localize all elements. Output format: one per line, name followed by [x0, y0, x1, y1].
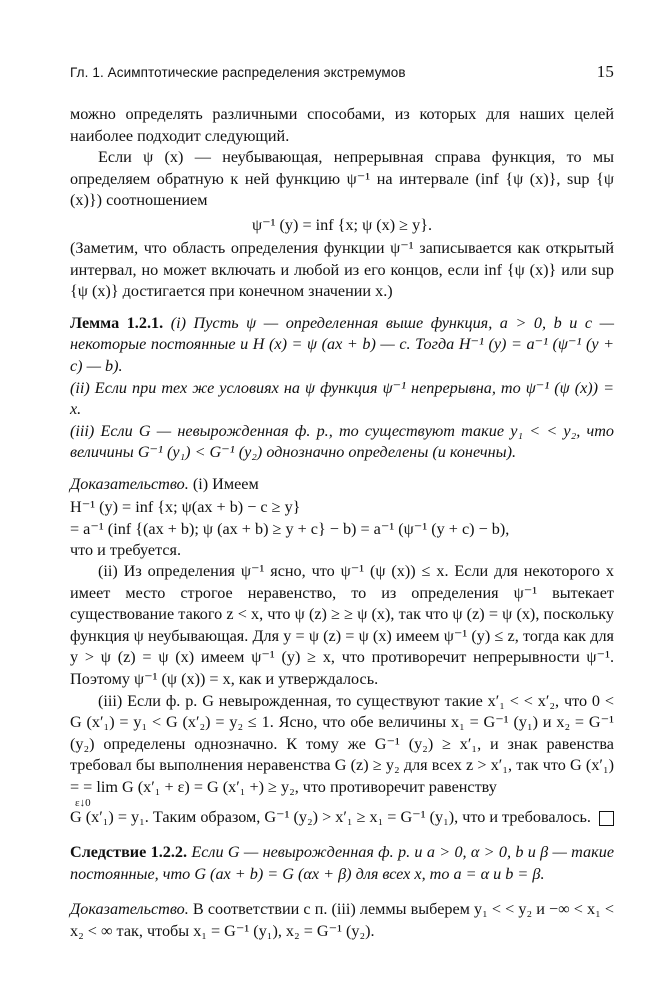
paragraph: (iii) Если ф. р. G невырожденная, то существуют такие x′₁ < < x′₂, что 0 < G (x′₁) = y₁ < G (x′₂) = y₂ ≤ 1. Ясно, что обе величины x₁ = G⁻¹ (y₁) и x₂ = G⁻¹ (y₂) определены однозначно. К тому же G⁻¹ (y₂) ≥ x′₁, и знак равенства требовал бы выполнения неравенства G (z) ≥ y₂ для всех z > x′₁, так что G (x′₁) = = lim G (x′₁ + ε) = G (x′₁ +) ≥ y₂, что противоречит равенству	[70, 691, 614, 797]
paragraph: что и требуется.	[70, 540, 182, 559]
page-number: 15	[596, 62, 614, 81]
proof-corollary	[70, 899, 614, 942]
formula: H⁻¹ (y) = inf {x; ψ(ax + b) − c ≥ y}	[70, 497, 301, 516]
lemma	[70, 313, 614, 378]
formula: = a⁻¹ (inf {(ax + b); ψ (ax + b) ≥ y + c} − b) = a⁻¹ (ψ⁻¹ (y + c) − b),	[70, 519, 510, 538]
limit-subscript: ε↓0	[75, 796, 91, 809]
lemma-part-ii: (ii) Если при тех же условиях на ψ функция ψ⁻¹ непрерывна, то ψ⁻¹ (ψ (x)) = x.	[70, 378, 614, 419]
proof-label: Доказательство.	[70, 474, 189, 493]
proof-text: В соответствии с п. (iii) леммы выберем y₁ < < y₂ и −∞ < x₁ < x₂ < ∞ так, чтобы x₁ = G⁻¹ (y₁), x₂ = G⁻¹ (y₂).	[70, 900, 615, 940]
paragraph: (ii) Из определения ψ⁻¹ ясно, что ψ⁻¹ (ψ (x)) ≤ x. Если для некоторого x имеет место строгое неравенство, то из определения ψ⁻¹ вытекает существование такого z < x, что ψ (z) ≥ ≥ ψ (x), так что ψ (z) = ψ (x), поскольку функция ψ неубывающая. Для y = ψ (z) = ψ (x) имеем ψ⁻¹ (y) ≤ z, тогда как для y > ψ (z) = ψ (x) имеем ψ⁻¹ (y) ≥ x, что противоречит непрерывности ψ⁻¹. Поэтому ψ⁻¹ (ψ (x)) = x, как и утверждалось.	[70, 562, 614, 689]
proof-part-i: (i) Имеем	[192, 474, 259, 493]
paragraph: Если ψ (x) — неубывающая, непрерывная справа функция, то мы определяем обратную к ней функцию ψ⁻¹ на интервале (inf {ψ (x)}, sup {ψ (x)}) соотношением	[70, 148, 614, 210]
proof-start	[70, 474, 614, 496]
chapter-title: Гл. 1. Асимптотические распределения экстремумов	[70, 65, 406, 80]
lemma-part-i: (i) Пусть ψ — определенная выше функция, a > 0, b и c — некоторые постоянные и H (x) = ψ (ax + b) — c. Тогда H⁻¹ (y) = a⁻¹ (ψ⁻¹ (y + c) — b).	[70, 313, 615, 375]
paragraph-text: G (x′₁) = y₁. Таким образом, G⁻¹ (y₂) > x′₁ ≥ x₁ = G⁻¹ (y₁), что и требовалось.	[70, 807, 591, 826]
paragraph: (Заметим, что область определения функции ψ⁻¹ записывается как открытый интервал, но может включать и любой из его концов, если inf {ψ (x)} или sup {ψ (x)} достигается при конечном значении x.)	[70, 238, 614, 301]
lemma-part-iii: (iii) Если G — невырожденная ф. р., то существуют такие y₁ < < y₂, что величины G⁻¹ (y₁) < G⁻¹ (y₂) однозначно определены (и конечны).	[70, 421, 614, 462]
qed-square-icon	[599, 811, 614, 826]
running-header	[70, 62, 614, 82]
proof-label: Доказательство.	[70, 900, 189, 919]
corollary-title: Следствие 1.2.2.	[70, 843, 188, 862]
paragraph	[70, 807, 614, 829]
formula: ψ⁻¹ (y) = inf {x; ψ (x) ≥ y}.	[251, 215, 433, 234]
paragraph: можно определять различными способами, из которых для наших целей наиболее подходит следующий.	[70, 105, 614, 145]
lemma-title: Лемма 1.2.1.	[70, 313, 164, 332]
corollary-text: Если G — невырожденная ф. р. и a > 0, α > 0, b и β — такие постоянные, что G (ax + b) = G (αx + β) для всех x, то a = α и b = β.	[70, 843, 615, 883]
corollary	[70, 842, 614, 885]
